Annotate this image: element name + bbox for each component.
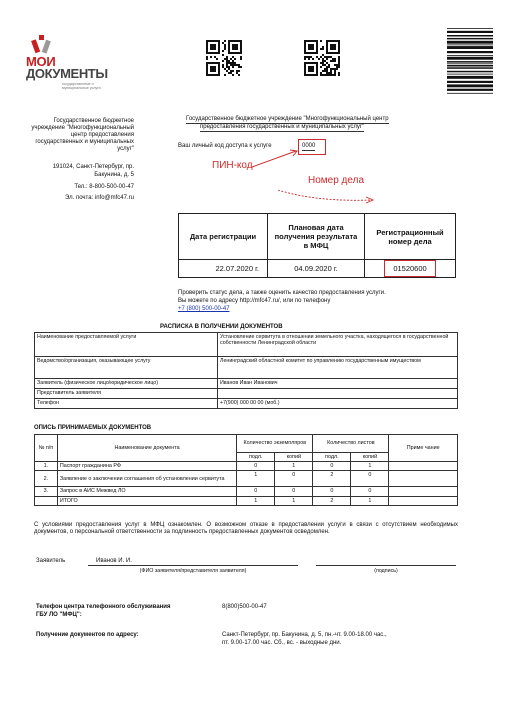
logo-mark-icon	[30, 34, 52, 56]
docs-cell: 1	[351, 462, 389, 471]
receipt-label-service: Наименование предоставляемой услуги	[35, 333, 218, 357]
check-status-line2: Вы можете по адресу http://mfc47.ru/, или по телефону	[178, 298, 331, 304]
org-name-header-line1: Государственное бюджетное учреждение "Многофункциональный центр	[186, 116, 389, 122]
docs-cell-name: Заявление о заключении соглашения об установлении сервитута	[57, 471, 236, 487]
signature-name: Иванов И. И.	[96, 558, 132, 564]
docs-header-sheets-copy: копий	[351, 453, 389, 462]
footer-phone-label-2: ГБУ ЛО "МФЦ":	[36, 612, 82, 618]
table-row	[35, 487, 458, 496]
docs-header-num: № п/п	[35, 435, 58, 462]
table-row-total	[35, 496, 458, 505]
qr-code-icon	[206, 40, 242, 76]
docs-cell-note	[389, 487, 458, 496]
reg-case-number-cell	[365, 260, 456, 278]
signature-label: Заявитель	[36, 558, 66, 564]
docs-header-note: Приме чание	[389, 435, 458, 462]
docs-cell-note	[389, 471, 458, 487]
reg-header-case-number: Регистрационный номер дела	[365, 214, 456, 260]
docs-cell: 0	[351, 471, 389, 487]
mfc-logo	[22, 34, 112, 96]
org-name-header	[186, 116, 466, 132]
docs-cell: 0	[237, 487, 275, 496]
org-name-header-line2: предоставления государственных и муниципальных услуг"	[200, 124, 365, 130]
docs-cell: 1	[275, 462, 313, 471]
signature-sign-caption: (подпись)	[374, 568, 398, 574]
docs-cell-note	[389, 462, 458, 471]
receipt-value-representative	[218, 389, 458, 399]
docs-cell: 2	[313, 471, 351, 487]
table-row	[35, 462, 458, 471]
docs-header-copies-orig: подл.	[237, 453, 275, 462]
docs-cell-name: Паспорт гражданина РФ	[57, 462, 236, 471]
docs-header-copies-copy: копий	[275, 453, 313, 462]
footer-address-line1: Санкт-Петербург, пр. Бакунина, д. 5, пн.-чт. 9.00-18.00 час.,	[222, 632, 387, 638]
footer-phone-label-1: Телефон центра телефонного обслуживания	[36, 604, 171, 610]
footer-address-label: Получение документов по адресу:	[36, 632, 139, 638]
org-address-line1: 191024, Санкт-Петербург, пр.	[52, 164, 134, 170]
docs-cell: 1	[237, 471, 275, 487]
org-phone: Тел.: 8-800-500-00-47	[74, 184, 134, 190]
receipt-value-applicant: Иванов Иван Иванович	[218, 379, 458, 389]
qr-code-icon	[304, 40, 340, 76]
receipt-label-agency: Ведомство/организация, оказывающее услугу	[35, 357, 218, 379]
signature-name-line	[88, 565, 298, 566]
docs-cell-name: Запрос в АИС Межвед ЛО	[57, 487, 236, 496]
case-number-value: 01520600	[384, 260, 435, 277]
receipt-label-representative: Представитель заявителя	[35, 389, 218, 399]
pin-value: 0000	[302, 143, 316, 149]
docs-cell-num: 2.	[35, 471, 58, 487]
check-status-line1: Проверить статус дела, а также оценить качество предоставления услуги.	[178, 290, 386, 296]
logo-text-moi: МОИ	[26, 54, 56, 69]
docs-table	[34, 434, 458, 506]
barcode-icon	[447, 28, 493, 94]
docs-cell: 0	[351, 487, 389, 496]
receipt-value-agency: Ленинградский областной комитет по управлению государственным имуществом	[218, 357, 458, 379]
logo-tagline: государственные и муниципальные услуги	[62, 82, 101, 91]
registration-table	[178, 213, 456, 278]
table-row	[35, 471, 458, 487]
receipt-table	[34, 332, 458, 409]
receipt-label-phone: Телефон	[35, 399, 218, 409]
pin-highlight-box	[298, 139, 326, 155]
docs-cell-num	[35, 496, 58, 505]
docs-header-copies: Количество экземпляров	[237, 435, 313, 453]
docs-header-sheets-orig: подл.	[313, 453, 351, 462]
docs-cell: 0	[313, 462, 351, 471]
docs-cell-num: 3.	[35, 487, 58, 496]
case-number-annotation: Номер дела	[308, 175, 365, 186]
org-name-left: Государственное бюджетное учреждение "Многофункциональный центр предоставления государственных и муниципальных услуг"	[31, 118, 134, 152]
docs-title: ОПИСЬ ПРИНИМАЕМЫХ ДОКУМЕНТОВ	[34, 425, 152, 431]
footer-address-line2: пт. 9.00-17.00 час. Сб., вс. - выходные дни.	[222, 640, 342, 646]
signature-fio-caption: (ФИО заявителя/представителя заявителя)	[139, 568, 247, 574]
docs-cell: 2	[313, 496, 351, 505]
docs-cell-note	[389, 496, 458, 505]
docs-cell: 0	[237, 462, 275, 471]
receipt-title: РАСПИСКА В ПОЛУЧЕНИИ ДОКУМЕНТОВ	[160, 324, 283, 330]
status-phone-link[interactable]: +7 (800) 500-00-47	[178, 306, 230, 312]
agreement-text: С условиями предоставления услуг в МФЦ ознакомлен. О возможном отказе в предоставлении услуги в связи с отсутствием необходимых документов, о персональной ответственности за подлинность предоставленных документов осведомлен.	[34, 522, 458, 535]
docs-header-name: Наименование документа	[57, 435, 236, 462]
docs-header-sheets: Количество листов	[313, 435, 389, 453]
pin-arrow-icon	[250, 147, 302, 169]
case-number-arrow-icon	[276, 188, 376, 204]
docs-cell: 0	[313, 487, 351, 496]
reg-header-date: Дата регистрации	[179, 214, 268, 260]
docs-cell-num: 1.	[35, 462, 58, 471]
receipt-value-service: Установление сервитута в отношении земельного участка, находящегося в государственной собственности Ленинградской области	[218, 333, 458, 357]
reg-planned-date-value: 04.09.2020 г.	[268, 260, 365, 278]
pin-label: Ваш личный код доступа к услуге	[178, 143, 272, 149]
reg-date-value: 22.07.2020 г.	[179, 260, 268, 278]
docs-cell: 0	[275, 471, 313, 487]
footer-phone-value: 8(800)500-00-47	[222, 604, 267, 610]
docs-cell: 1	[275, 496, 313, 505]
docs-cell: 0	[275, 487, 313, 496]
receipt-value-phone: +7(900) 000 00 00 (моб.)	[218, 399, 458, 409]
org-address-line2: Бакунина, д. 5	[94, 172, 134, 178]
docs-cell: 1	[237, 496, 275, 505]
reg-header-planned-date: Плановая дата получения результата в МФЦ	[268, 214, 365, 260]
docs-cell-name: ИТОГО	[57, 496, 236, 505]
org-email: Эл. почта: info@mfc47.ru	[65, 195, 134, 201]
docs-cell: 1	[351, 496, 389, 505]
signature-sign-line	[316, 565, 456, 566]
receipt-label-applicant: Заявитель (физическое лицо/юридическое лицо)	[35, 379, 218, 389]
logo-text-documents: ДОКУМЕНТЫ	[26, 66, 108, 81]
pin-annotation: ПИН-код	[212, 160, 253, 171]
